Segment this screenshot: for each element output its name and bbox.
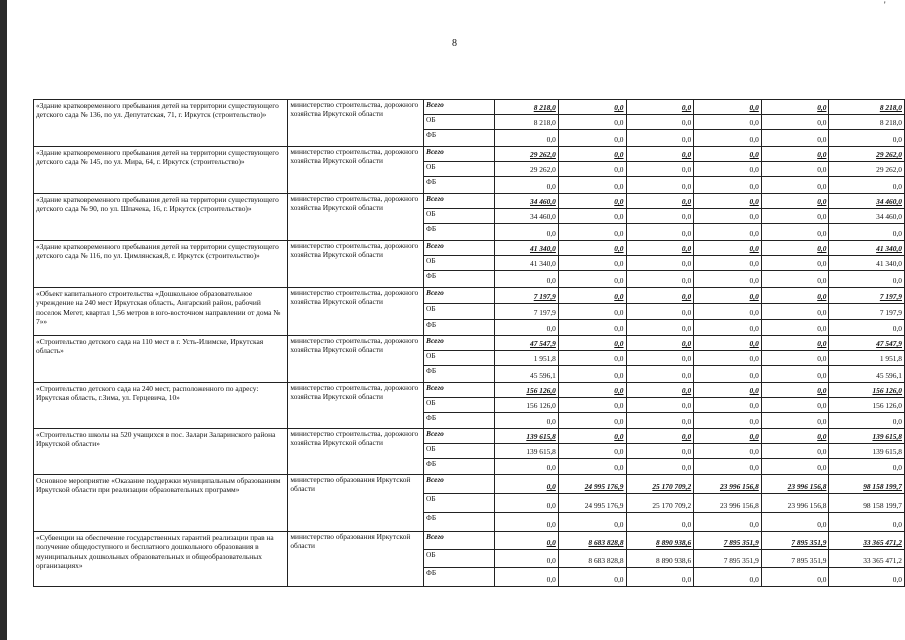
funding-source-label: Всего — [424, 336, 495, 351]
amount-cell: 0,0 — [495, 224, 559, 241]
amount-cell: 7 197,9 — [495, 304, 559, 320]
funding-source-label: ОБ — [424, 209, 495, 224]
table-row — [34, 475, 905, 494]
amount-cell: 0,0 — [495, 513, 559, 532]
amount-cell: 0,0 — [694, 162, 762, 177]
amount-cell: 0,0 — [558, 513, 626, 532]
measure-description: Основное мероприятие «Оказание поддержки муниципальным образованиям Иркутской области при реализации образовательных программ» — [34, 475, 288, 532]
amount-cell: 0,0 — [558, 288, 626, 304]
amount-cell: 0,0 — [761, 413, 829, 429]
amount-cell: 0,0 — [626, 115, 694, 130]
amount-cell: 0,0 — [558, 336, 626, 351]
amount-cell: 0,0 — [495, 532, 559, 550]
responsible-organization: министерство строительства, дорожного хозяйства Иркутской области — [288, 241, 424, 288]
amount-cell: 0,0 — [694, 568, 762, 587]
amount-cell: 0,0 — [694, 271, 762, 288]
measure-description: «Здание кратковременного пребывания детей на территории существующего детского сада № 145, по ул. Мира, 64, г. Иркутск (строительство)» — [34, 147, 288, 194]
amount-cell: 34 460,0 — [829, 194, 905, 209]
funding-source-label: Всего — [424, 194, 495, 209]
responsible-organization: министерство образования Иркутской области — [288, 532, 424, 587]
measure-description: «Строительство школы на 520 учащихся в пос. Залари Заларинского района Иркутской области» — [34, 429, 288, 475]
amount-cell: 98 158 199,7 — [829, 494, 905, 513]
funding-source-label: ФБ — [424, 177, 495, 194]
funding-source-label: ФБ — [424, 320, 495, 336]
amount-cell: 0,0 — [829, 271, 905, 288]
amount-cell: 0,0 — [694, 100, 762, 115]
amount-cell: 41 340,0 — [495, 256, 559, 271]
amount-cell: 0,0 — [829, 130, 905, 147]
measure-description: «Строительство детского сада на 240 мест, расположенного по адресу: Иркутская область, г.Зима, ул. Герцевича, 10» — [34, 383, 288, 429]
amount-cell: 47 547,9 — [495, 336, 559, 351]
amount-cell: 7 895 351,9 — [761, 532, 829, 550]
amount-cell: 25 170 709,2 — [626, 494, 694, 513]
amount-cell: 0,0 — [626, 336, 694, 351]
amount-cell: 139 615,8 — [495, 429, 559, 444]
amount-cell: 0,0 — [495, 413, 559, 429]
funding-source-label: ФБ — [424, 271, 495, 288]
amount-cell: 0,0 — [761, 444, 829, 459]
responsible-organization: министерство образования Иркутской области — [288, 475, 424, 532]
amount-cell: 0,0 — [694, 444, 762, 459]
table-row — [34, 194, 905, 209]
amount-cell: 0,0 — [558, 209, 626, 224]
amount-cell: 0,0 — [558, 366, 626, 383]
amount-cell: 156 126,0 — [495, 398, 559, 413]
amount-cell: 8 218,0 — [829, 115, 905, 130]
amount-cell: 0,0 — [761, 383, 829, 398]
amount-cell: 34 460,0 — [829, 209, 905, 224]
amount-cell: 23 996 156,8 — [761, 494, 829, 513]
amount-cell: 0,0 — [626, 429, 694, 444]
amount-cell: 0,0 — [761, 351, 829, 366]
funding-source-label: Всего — [424, 532, 495, 550]
amount-cell: 0,0 — [558, 256, 626, 271]
responsible-organization: министерство строительства, дорожного хозяйства Иркутской области — [288, 100, 424, 147]
measure-description: «Объект капитального строительства «Дошкольное образовательное учреждение на 240 мест Иркутская область, Ангарский район, рабочий поселок Мегет, квартал 1,56 метров в юго-восточном направлении от дома № 7»» — [34, 288, 288, 336]
funding-source-label: ОБ — [424, 494, 495, 513]
amount-cell: 0,0 — [558, 351, 626, 366]
scan-edge — [0, 0, 7, 640]
amount-cell: 0,0 — [626, 351, 694, 366]
amount-cell: 8 683 828,8 — [558, 550, 626, 568]
amount-cell: 0,0 — [761, 177, 829, 194]
amount-cell: 0,0 — [694, 288, 762, 304]
amount-cell: 8 218,0 — [495, 100, 559, 115]
amount-cell: 0,0 — [761, 320, 829, 336]
amount-cell: 0,0 — [761, 194, 829, 209]
amount-cell: 0,0 — [761, 304, 829, 320]
amount-cell: 0,0 — [626, 256, 694, 271]
amount-cell: 0,0 — [558, 459, 626, 475]
funding-source-label: ФБ — [424, 130, 495, 147]
table-row — [34, 532, 905, 550]
amount-cell: 0,0 — [626, 513, 694, 532]
amount-cell: 0,0 — [694, 429, 762, 444]
responsible-organization: министерство строительства, дорожного хозяйства Иркутской области — [288, 194, 424, 241]
amount-cell: 0,0 — [558, 177, 626, 194]
table-row — [34, 241, 905, 256]
amount-cell: 0,0 — [694, 336, 762, 351]
amount-cell: 0,0 — [694, 413, 762, 429]
amount-cell: 0,0 — [626, 444, 694, 459]
amount-cell: 0,0 — [829, 413, 905, 429]
amount-cell: 0,0 — [626, 162, 694, 177]
amount-cell: 24 995 176,9 — [558, 494, 626, 513]
amount-cell: 24 995 176,9 — [558, 475, 626, 494]
amount-cell: 0,0 — [626, 209, 694, 224]
amount-cell: 156 126,0 — [829, 398, 905, 413]
funding-source-label: Всего — [424, 429, 495, 444]
amount-cell: 7 197,9 — [495, 288, 559, 304]
funding-source-label: ОБ — [424, 256, 495, 271]
responsible-organization: министерство строительства, дорожного хозяйства Иркутской области — [288, 336, 424, 383]
measure-description: «Строительство детского сада на 110 мест в г. Усть-Илимске, Иркутская область» — [34, 336, 288, 383]
amount-cell: 0,0 — [558, 398, 626, 413]
amount-cell: 0,0 — [694, 147, 762, 162]
amount-cell: 0,0 — [626, 177, 694, 194]
amount-cell: 0,0 — [761, 241, 829, 256]
amount-cell: 0,0 — [761, 459, 829, 475]
amount-cell: 0,0 — [626, 288, 694, 304]
amount-cell: 0,0 — [558, 320, 626, 336]
measure-description: «Здание кратковременного пребывания детей на территории существующего детского сада № 90, по ул. Шпачека, 16, г. Иркутск (строительство)» — [34, 194, 288, 241]
amount-cell: 8 890 938,6 — [626, 532, 694, 550]
amount-cell: 0,0 — [829, 177, 905, 194]
amount-cell: 25 170 709,2 — [626, 475, 694, 494]
funding-source-label: ОБ — [424, 304, 495, 320]
amount-cell: 1 951,8 — [495, 351, 559, 366]
amount-cell: 0,0 — [558, 271, 626, 288]
amount-cell: 0,0 — [829, 320, 905, 336]
amount-cell: 0,0 — [558, 130, 626, 147]
amount-cell: 33 365 471,2 — [829, 532, 905, 550]
amount-cell: 34 460,0 — [495, 209, 559, 224]
amount-cell: 0,0 — [761, 513, 829, 532]
amount-cell: 41 340,0 — [829, 256, 905, 271]
page-number: 8 — [452, 38, 457, 49]
amount-cell: 41 340,0 — [829, 241, 905, 256]
amount-cell: 7 895 351,9 — [761, 550, 829, 568]
amount-cell: 29 262,0 — [495, 147, 559, 162]
amount-cell: 45 596,1 — [495, 366, 559, 383]
responsible-organization: министерство строительства, дорожного хозяйства Иркутской области — [288, 147, 424, 194]
funding-source-label: ФБ — [424, 413, 495, 429]
amount-cell: 33 365 471,2 — [829, 550, 905, 568]
amount-cell: 7 895 351,9 — [694, 532, 762, 550]
amount-cell: 0,0 — [626, 271, 694, 288]
amount-cell: 0,0 — [761, 209, 829, 224]
amount-cell: 0,0 — [558, 413, 626, 429]
amount-cell: 23 996 156,8 — [761, 475, 829, 494]
amount-cell: 8 890 938,6 — [626, 550, 694, 568]
amount-cell: 0,0 — [761, 224, 829, 241]
measure-description: «Субвенции на обеспечение государственных гарантий реализации прав на получение общедоступного и бесплатного дошкольного образования в муниципальных дошкольных образовательных и общеобразовательных организациях» — [34, 532, 288, 587]
measure-description: «Здание кратковременного пребывания детей на территории существующего детского сада № 136, по ул. Депутатская, 71, г. Иркутск (строительство)» — [34, 100, 288, 147]
amount-cell: 0,0 — [761, 162, 829, 177]
amount-cell: 0,0 — [761, 429, 829, 444]
amount-cell: 0,0 — [694, 383, 762, 398]
amount-cell: 0,0 — [829, 513, 905, 532]
responsible-organization: министерство строительства, дорожного хозяйства Иркутской области — [288, 288, 424, 336]
amount-cell: 0,0 — [626, 241, 694, 256]
amount-cell: 0,0 — [761, 288, 829, 304]
amount-cell: 0,0 — [761, 568, 829, 587]
amount-cell: 23 996 156,8 — [694, 494, 762, 513]
amount-cell: 0,0 — [626, 224, 694, 241]
funding-source-label: Всего — [424, 100, 495, 115]
amount-cell: 47 547,9 — [829, 336, 905, 351]
amount-cell: 0,0 — [829, 568, 905, 587]
corner-mark: ' — [884, 0, 886, 10]
amount-cell: 29 262,0 — [829, 147, 905, 162]
amount-cell: 0,0 — [761, 366, 829, 383]
amount-cell: 0,0 — [558, 304, 626, 320]
measure-description: «Здание кратковременного пребывания детей на территории существующего детского сада № 116, по ул. Цимлянская,8, г. Иркутск (строительство)» — [34, 241, 288, 288]
amount-cell: 0,0 — [626, 398, 694, 413]
amount-cell: 0,0 — [694, 351, 762, 366]
funding-source-label: Всего — [424, 475, 495, 494]
table-row — [34, 336, 905, 351]
amount-cell: 0,0 — [495, 271, 559, 288]
amount-cell: 0,0 — [626, 568, 694, 587]
amount-cell: 0,0 — [626, 194, 694, 209]
amount-cell: 8 683 828,8 — [558, 532, 626, 550]
funding-source-label: ОБ — [424, 398, 495, 413]
funding-source-label: Всего — [424, 383, 495, 398]
amount-cell: 41 340,0 — [495, 241, 559, 256]
amount-cell: 0,0 — [558, 115, 626, 130]
amount-cell: 0,0 — [558, 224, 626, 241]
amount-cell: 0,0 — [694, 177, 762, 194]
funding-source-label: ОБ — [424, 550, 495, 568]
amount-cell: 0,0 — [694, 304, 762, 320]
amount-cell: 139 615,8 — [495, 444, 559, 459]
amount-cell: 0,0 — [495, 475, 559, 494]
amount-cell: 0,0 — [694, 241, 762, 256]
amount-cell: 0,0 — [626, 413, 694, 429]
amount-cell: 0,0 — [694, 459, 762, 475]
amount-cell: 0,0 — [761, 100, 829, 115]
budget-table — [33, 99, 905, 587]
amount-cell: 0,0 — [626, 383, 694, 398]
amount-cell: 0,0 — [761, 147, 829, 162]
amount-cell: 0,0 — [558, 147, 626, 162]
amount-cell: 34 460,0 — [495, 194, 559, 209]
funding-source-label: ФБ — [424, 568, 495, 587]
funding-source-label: ФБ — [424, 513, 495, 532]
amount-cell: 7 197,9 — [829, 288, 905, 304]
amount-cell: 45 596,1 — [829, 366, 905, 383]
amount-cell: 0,0 — [761, 256, 829, 271]
amount-cell: 0,0 — [558, 444, 626, 459]
amount-cell: 0,0 — [495, 177, 559, 194]
amount-cell: 0,0 — [495, 494, 559, 513]
table-row — [34, 147, 905, 162]
amount-cell: 0,0 — [694, 194, 762, 209]
amount-cell: 0,0 — [558, 162, 626, 177]
table-row — [34, 288, 905, 304]
amount-cell: 1 951,8 — [829, 351, 905, 366]
funding-source-label: Всего — [424, 147, 495, 162]
amount-cell: 0,0 — [694, 224, 762, 241]
amount-cell: 0,0 — [761, 336, 829, 351]
funding-source-label: ФБ — [424, 224, 495, 241]
responsible-organization: министерство строительства, дорожного хозяйства Иркутской области — [288, 383, 424, 429]
amount-cell: 0,0 — [558, 100, 626, 115]
amount-cell: 0,0 — [558, 429, 626, 444]
funding-source-label: ФБ — [424, 459, 495, 475]
amount-cell: 0,0 — [626, 304, 694, 320]
table-body — [34, 100, 905, 587]
funding-source-label: ФБ — [424, 366, 495, 383]
amount-cell: 0,0 — [694, 256, 762, 271]
amount-cell: 0,0 — [694, 398, 762, 413]
amount-cell: 0,0 — [558, 241, 626, 256]
amount-cell: 156 126,0 — [829, 383, 905, 398]
amount-cell: 0,0 — [626, 147, 694, 162]
responsible-organization: министерство строительства, дорожного хозяйства Иркутской области — [288, 429, 424, 475]
amount-cell: 0,0 — [694, 115, 762, 130]
table-row — [34, 383, 905, 398]
amount-cell: 0,0 — [694, 130, 762, 147]
amount-cell: 0,0 — [694, 513, 762, 532]
funding-source-label: ОБ — [424, 162, 495, 177]
amount-cell: 139 615,8 — [829, 429, 905, 444]
amount-cell: 0,0 — [761, 398, 829, 413]
amount-cell: 0,0 — [694, 209, 762, 224]
amount-cell: 0,0 — [694, 366, 762, 383]
amount-cell: 0,0 — [761, 130, 829, 147]
amount-cell: 8 218,0 — [829, 100, 905, 115]
table-row — [34, 100, 905, 115]
amount-cell: 0,0 — [558, 568, 626, 587]
amount-cell: 0,0 — [761, 271, 829, 288]
amount-cell: 0,0 — [558, 383, 626, 398]
amount-cell: 0,0 — [626, 366, 694, 383]
amount-cell: 8 218,0 — [495, 115, 559, 130]
funding-source-label: Всего — [424, 288, 495, 304]
amount-cell: 0,0 — [626, 130, 694, 147]
amount-cell: 0,0 — [626, 459, 694, 475]
amount-cell: 0,0 — [495, 130, 559, 147]
amount-cell: 0,0 — [558, 194, 626, 209]
amount-cell: 98 158 199,7 — [829, 475, 905, 494]
funding-source-label: ОБ — [424, 115, 495, 130]
amount-cell: 7 197,9 — [829, 304, 905, 320]
amount-cell: 139 615,8 — [829, 444, 905, 459]
amount-cell: 23 996 156,8 — [694, 475, 762, 494]
amount-cell: 0,0 — [495, 459, 559, 475]
amount-cell: 156 126,0 — [495, 383, 559, 398]
amount-cell: 0,0 — [495, 320, 559, 336]
amount-cell: 0,0 — [694, 320, 762, 336]
amount-cell: 0,0 — [626, 320, 694, 336]
funding-source-label: Всего — [424, 241, 495, 256]
amount-cell: 0,0 — [829, 224, 905, 241]
table-row — [34, 429, 905, 444]
funding-source-label: ОБ — [424, 444, 495, 459]
amount-cell: 7 895 351,9 — [694, 550, 762, 568]
amount-cell: 29 262,0 — [495, 162, 559, 177]
amount-cell: 0,0 — [495, 568, 559, 587]
amount-cell: 0,0 — [626, 100, 694, 115]
amount-cell: 0,0 — [495, 550, 559, 568]
amount-cell: 0,0 — [829, 459, 905, 475]
amount-cell: 29 262,0 — [829, 162, 905, 177]
funding-source-label: ОБ — [424, 351, 495, 366]
amount-cell: 0,0 — [761, 115, 829, 130]
